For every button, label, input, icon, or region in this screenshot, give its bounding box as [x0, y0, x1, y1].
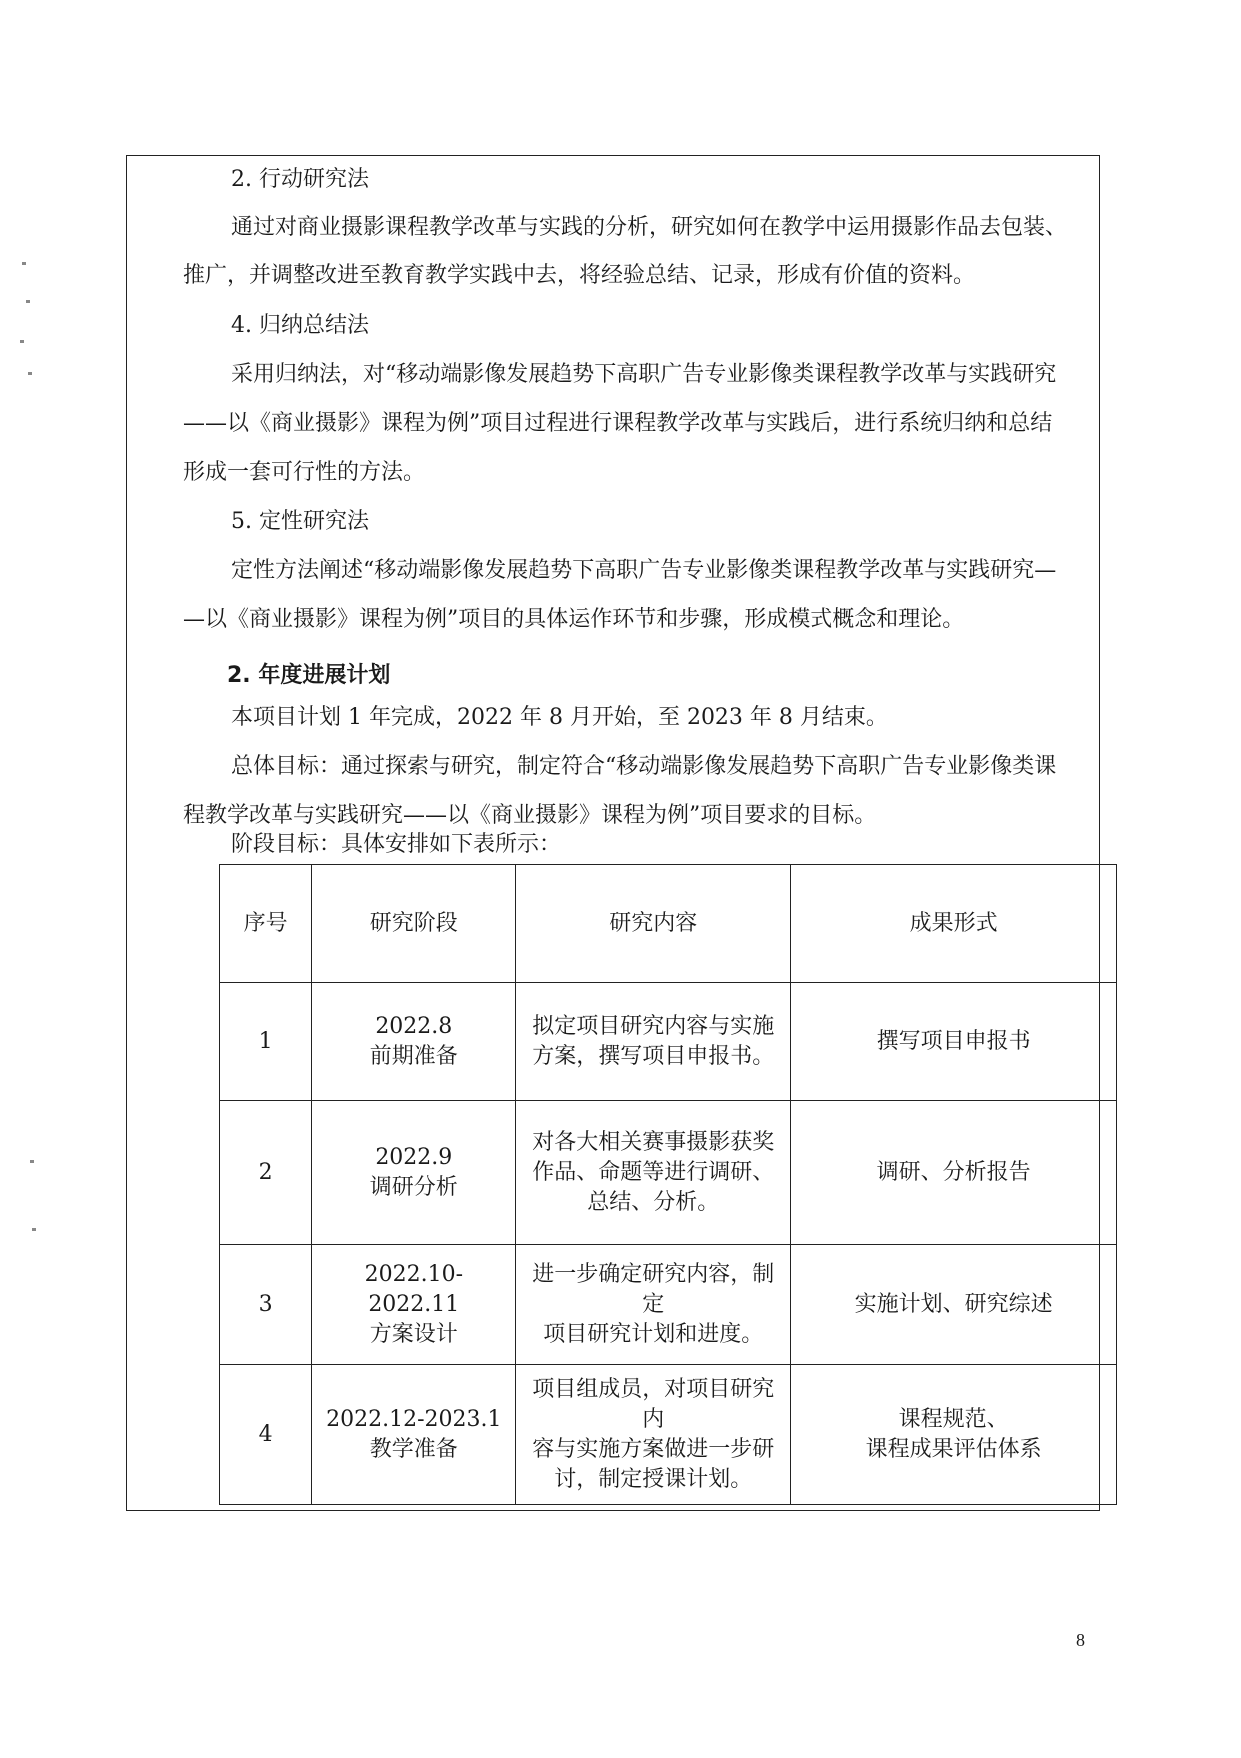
row-content-line: 对各大相关赛事摄影获奖 — [532, 1129, 775, 1155]
method-5-line-2: —以《商业摄影》课程为例”项目的具体运作环节和步骤，形成模式概念和理论。 — [183, 607, 965, 632]
row-stage-name: 调研分析 — [369, 1174, 458, 1200]
header-stage: 研究阶段 — [312, 865, 516, 983]
row-content-line: 方案，撰写项目申报书。 — [532, 1043, 775, 1069]
method-2-line-2: 推广，并调整改进至教育教学实践中去，将经验总结、记录，形成有价值的资料。 — [183, 263, 976, 288]
row-date: 2022.8 — [375, 1013, 453, 1039]
row-date: 2022.10-2022.11 — [364, 1261, 464, 1317]
row-content-line: 容与实施方案做进一步研 — [532, 1436, 775, 1462]
row-result — [791, 1101, 1117, 1245]
method-4-title: 4. 归纳总结法 — [231, 313, 369, 338]
row-content-line: 项目研究计划和进度。 — [543, 1321, 764, 1347]
section-2-title: 2. 年度进展计划 — [227, 663, 391, 688]
method-5-line-1: 定性方法阐述“移动端影像发展趋势下高职广告专业影像类课程教学改革与实践研究— — [231, 558, 1057, 583]
section-2-line-3: 程教学改革与实践研究——以《商业摄影》课程为例”项目要求的目标。 — [183, 803, 877, 828]
table-row — [220, 1365, 1117, 1505]
row-no: 2 — [220, 1101, 312, 1245]
method-4-line-1: 采用归纳法，对“移动端影像发展趋势下高职广告专业影像类课程教学改革与实践研究 — [231, 362, 1057, 387]
row-result — [791, 1365, 1117, 1505]
row-stage-name: 教学准备 — [369, 1436, 458, 1462]
row-stage-name: 前期准备 — [369, 1043, 458, 1069]
row-content — [516, 1245, 791, 1365]
row-date: 2022.12-2023.1 — [326, 1406, 502, 1432]
header-result: 成果形式 — [791, 865, 1117, 983]
table-row — [220, 1101, 1117, 1245]
row-stage — [312, 983, 516, 1101]
row-stage — [312, 1245, 516, 1365]
scan-speck — [28, 372, 32, 375]
row-content-line: 总结、分析。 — [587, 1189, 720, 1215]
scan-speck — [32, 1228, 36, 1231]
row-content-line: 作品、命题等进行调研、 — [532, 1159, 775, 1185]
table-header-row — [220, 865, 1117, 983]
row-content — [516, 1365, 791, 1505]
method-2-title: 2. 行动研究法 — [231, 167, 369, 192]
document-frame — [126, 155, 1100, 1511]
row-content — [516, 1101, 791, 1245]
row-result-line: 撰写项目申报书 — [876, 1028, 1031, 1054]
table-row — [220, 1245, 1117, 1365]
row-content-line: 拟定项目研究内容与实施 — [532, 1013, 775, 1039]
progress-plan-table — [219, 864, 1117, 1505]
scan-speck — [26, 300, 30, 303]
row-stage-name: 方案设计 — [369, 1321, 458, 1347]
section-2-line-1: 本项目计划 1 年完成，2022 年 8 月开始，至 2023 年 8 月结束。 — [231, 705, 888, 730]
row-result-line: 课程规范、 — [898, 1406, 1009, 1432]
row-result-line: 实施计划、研究综述 — [854, 1291, 1053, 1317]
scan-speck — [20, 340, 24, 343]
row-result-line: 调研、分析报告 — [876, 1159, 1031, 1185]
table-row — [220, 983, 1117, 1101]
row-no: 3 — [220, 1245, 312, 1365]
method-4-line-3: 形成一套可行性的方法。 — [183, 460, 426, 485]
scan-speck — [30, 1160, 34, 1163]
page-number: 8 — [1076, 1630, 1085, 1650]
row-no: 4 — [220, 1365, 312, 1505]
scan-speck — [22, 262, 26, 265]
row-result-line: 课程成果评估体系 — [865, 1436, 1042, 1462]
header-content: 研究内容 — [516, 865, 791, 983]
row-content-line: 项目组成员，对项目研究内 — [532, 1376, 775, 1432]
row-stage — [312, 1365, 516, 1505]
method-2-line-1: 通过对商业摄影课程教学改革与实践的分析，研究如何在教学中运用摄影作品去包装、 — [231, 215, 1068, 240]
row-result — [791, 1245, 1117, 1365]
method-4-line-2: ——以《商业摄影》课程为例”项目过程进行课程教学改革与实践后，进行系统归纳和总结 — [183, 411, 1053, 436]
section-2-line-2: 总体目标：通过探索与研究，制定符合“移动端影像发展趋势下高职广告专业影像类课 — [231, 754, 1057, 779]
row-result — [791, 983, 1117, 1101]
header-no: 序号 — [220, 865, 312, 983]
row-content-line: 讨，制定授课计划。 — [554, 1466, 753, 1492]
row-stage — [312, 1101, 516, 1245]
row-content — [516, 983, 791, 1101]
row-content-line: 进一步确定研究内容，制定 — [532, 1261, 775, 1317]
row-date: 2022.9 — [375, 1144, 453, 1170]
row-no: 1 — [220, 983, 312, 1101]
method-5-title: 5. 定性研究法 — [231, 509, 369, 534]
section-2-line-4: 阶段目标：具体安排如下表所示： — [231, 832, 562, 857]
